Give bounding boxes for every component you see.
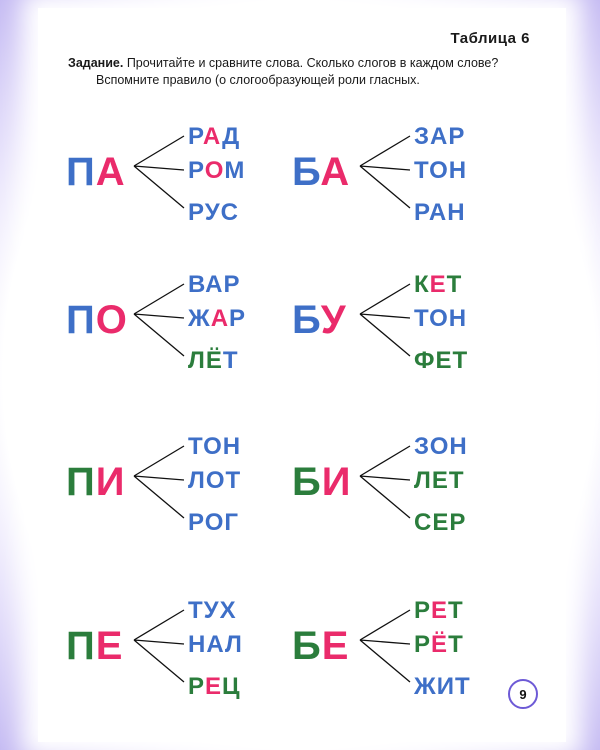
word [188,434,241,460]
syllable [292,462,352,502]
letter: А [430,123,449,150]
syllable-group [292,124,532,224]
word [188,348,239,374]
word [414,306,467,332]
letter: О [204,509,225,536]
letter: Р [188,199,205,226]
letter: Т [222,347,239,374]
letter: Л [188,347,206,374]
letter: Ж [188,305,211,332]
letter: Х [219,597,237,624]
branch-lines [130,124,188,224]
word [188,674,241,700]
syllable [66,300,128,340]
letter: И [321,460,352,504]
letter: А [205,271,224,298]
letter: Т [446,271,463,298]
letter: Р [223,271,241,298]
syllable [66,626,123,666]
letter: Ё [205,347,223,374]
word [188,632,243,658]
syllable-group [292,434,532,534]
letter: З [414,433,430,460]
letter: П [66,150,96,194]
letter: Л [224,631,243,658]
letter: Н [448,157,468,184]
letter: Т [188,433,204,460]
letter: У [203,597,220,624]
letter: Р [414,631,432,658]
letter: Г [224,509,239,536]
letter: М [224,157,246,184]
letter: Б [292,460,322,504]
word [188,124,240,150]
word [188,510,239,536]
letter: Т [414,157,430,184]
letter: Р [188,123,203,150]
letter: О [95,298,128,342]
syllable [292,300,347,340]
word [188,158,245,184]
word [414,632,464,658]
letter: Т [448,467,465,494]
letter: Т [225,467,242,494]
letter: Е [429,271,447,298]
syllable-group [66,598,306,698]
branch-lines [130,272,188,372]
letter: Б [292,624,322,668]
letter: Т [188,597,204,624]
task-instructions [68,55,538,89]
letter: Е [95,624,124,668]
word [414,434,468,460]
letter: А [320,150,351,194]
letter: Е [435,347,453,374]
letter: В [188,271,206,298]
letter: О [203,433,223,460]
letter: О [429,433,450,460]
letter: Д [222,123,241,150]
letter: Е [205,673,223,700]
letter: З [414,123,431,150]
letter: А [210,305,230,332]
letter: П [66,460,96,504]
branch-lines [356,434,414,534]
syllable-group [66,272,306,372]
letter: О [429,157,449,184]
word [414,598,464,624]
syllable [292,626,349,666]
letter: С [220,199,239,226]
word [188,272,241,298]
letter: Н [188,631,207,658]
letter: Е [321,624,350,668]
branch-lines [130,434,188,534]
task-text-line1: Прочитайте и сравните слова. Сколько слогов в каждом слове? [123,56,499,70]
syllable-group [66,434,306,534]
letter: Н [449,433,468,460]
letter: О [205,467,226,494]
letter: Р [448,123,466,150]
letter: Р [449,509,467,536]
word [188,306,246,332]
letter: П [66,298,96,342]
letter: Н [447,199,466,226]
syllable-group [66,124,306,224]
letter: Н [448,305,468,332]
letter: У [204,199,221,226]
syllable-group [292,598,532,698]
syllable [66,462,126,502]
letter: Б [292,298,321,342]
letter: Е [431,597,449,624]
branch-lines [356,598,414,698]
letter: Т [448,597,464,624]
letter: Р [188,673,206,700]
letter: Р [188,157,205,184]
branch-lines [356,272,414,372]
letter: Т [454,673,471,700]
letter: П [66,624,96,668]
table-title: Таблица 6 [450,30,530,47]
word [414,272,462,298]
syllable [292,152,350,192]
branch-lines [130,598,188,698]
word [188,468,241,494]
letter: О [204,157,225,184]
letter: К [414,271,430,298]
letter: Ж [414,673,437,700]
word [414,124,465,150]
word [414,674,471,700]
word [414,468,465,494]
letter: И [436,673,455,700]
letter: С [414,509,433,536]
word [414,348,468,374]
letter: Р [414,199,429,226]
letter: Ё [431,631,449,658]
letter: У [320,298,347,342]
letter: Р [188,509,205,536]
task-label: Задание. [68,56,124,70]
letter: Р [229,305,247,332]
letter: А [95,150,126,194]
word [414,200,466,226]
letter: Е [432,509,450,536]
syllable [66,152,126,192]
letter: Ц [222,673,241,700]
letter: О [429,305,449,332]
word [414,510,466,536]
syllable-group [292,272,532,372]
letter: Е [431,467,449,494]
letter: А [428,199,448,226]
word [188,598,237,624]
word [414,158,467,184]
letter: Н [222,433,242,460]
task-text-line2: Вспомните правило (о слогообразующей роли гласных. [96,73,420,87]
letter: А [206,631,225,658]
letter: И [95,460,126,504]
letter: Т [414,305,430,332]
letter: Т [452,347,469,374]
letter: Б [292,150,321,194]
letter: Ф [414,347,436,374]
letter: Л [414,467,432,494]
letter: А [202,123,223,150]
letter: Л [188,467,206,494]
letter: Р [414,597,432,624]
branch-lines [356,124,414,224]
page-number: 9 [508,679,538,709]
letter: Т [448,631,464,658]
word [188,200,239,226]
